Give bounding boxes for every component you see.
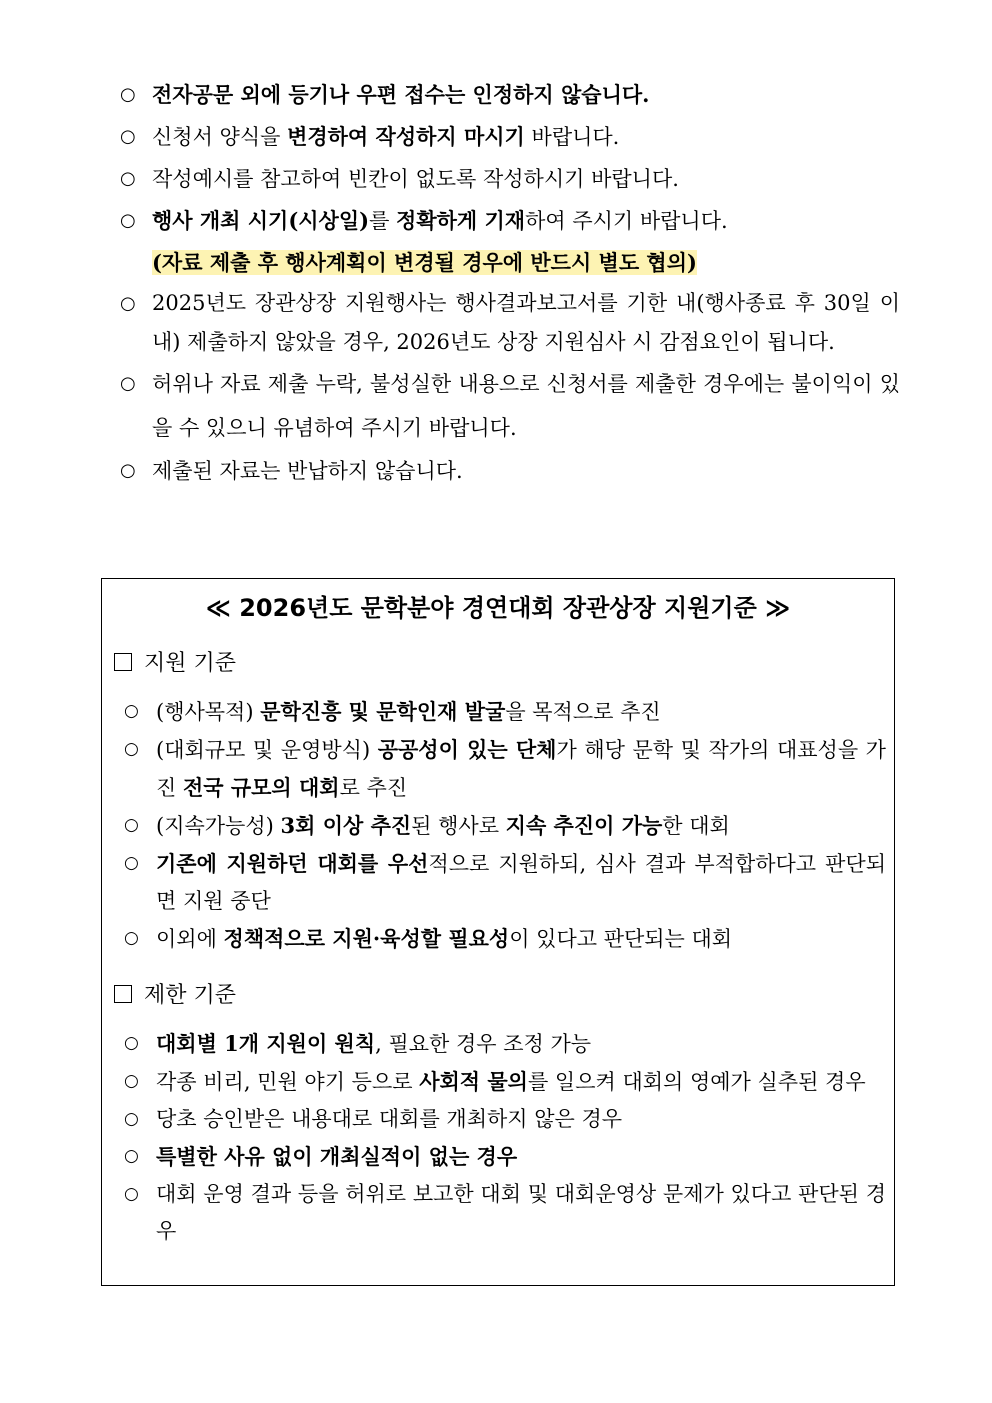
list-item <box>124 1063 886 1101</box>
text-segment: 된 행사로 <box>411 814 506 838</box>
text-segment: 바랍니다. <box>524 125 620 149</box>
circle-bullet-icon: ○ <box>120 168 136 189</box>
text-segment: 2025년도 장관상장 지원행사는 행사결과보고서를 기한 내(행사종료 후 30일 이내) 제출하지 않았을 경우, 2026년도 상장 지원심사 시 감점요인이 됩니다. <box>152 291 900 354</box>
bold-text-segment: 공공성이 있는 단체 <box>377 737 557 762</box>
notice-list <box>120 74 900 492</box>
bold-text-segment: 기존에 지원하던 대회를 우선 <box>156 851 429 876</box>
checkbox-square-icon <box>114 985 132 1003</box>
text-segment: 를 일으켜 대회의 영예가 실추된 경우 <box>527 1070 866 1094</box>
limit-criteria-list <box>124 1025 886 1250</box>
bold-text-segment: 3회 이상 추진 <box>280 813 412 838</box>
limit-criteria-heading: 제한 기준 <box>114 981 236 1011</box>
circle-bullet-icon: ○ <box>120 373 136 394</box>
bold-text-segment: 특별한 사유 없이 개최실적이 없는 경우 <box>156 1144 518 1169</box>
list-item <box>124 1025 886 1063</box>
text-segment: 하여 주시기 바랍니다. <box>525 209 728 233</box>
list-item <box>124 693 886 731</box>
text-segment: 적으로 지원하되, 심사 결과 부적합하다고 판단되면 지원 중단 <box>156 852 886 913</box>
text-segment: 이 있다고 판단되는 대회 <box>509 927 733 951</box>
text-segment: 당초 승인받은 내용대로 대회를 개최하지 않은 경우 <box>156 1107 623 1131</box>
text-segment: (지속가능성) <box>156 814 281 838</box>
circle-bullet-icon: ○ <box>124 1033 139 1053</box>
circle-bullet-icon: ○ <box>120 126 136 147</box>
text-segment: 로 추진 <box>339 776 408 800</box>
circle-bullet-icon: ○ <box>124 853 139 873</box>
text-segment: (행사목적) <box>156 700 261 724</box>
list-item <box>124 731 886 807</box>
bold-text-segment: 정책적으로 지원·육성할 필요성 <box>223 926 510 951</box>
criteria-box <box>101 578 895 1286</box>
list-item <box>124 920 886 958</box>
notice-item <box>120 284 900 362</box>
notice-item <box>120 200 900 242</box>
notice-item <box>120 74 900 116</box>
circle-bullet-icon: ○ <box>124 1146 139 1166</box>
text-segment: 이외에 <box>156 927 224 951</box>
checkbox-square-icon <box>114 653 132 671</box>
notice-item <box>120 116 900 158</box>
circle-bullet-icon: ○ <box>120 460 136 481</box>
bold-text-segment: 정확하게 기재 <box>396 208 526 233</box>
text-segment: 허위나 자료 제출 누락, 불성실한 내용으로 신청서를 제출한 경우에는 불이익이 있을 수 있으니 유념하여 주시기 바랍니다. <box>152 372 900 440</box>
circle-bullet-icon: ○ <box>124 928 139 948</box>
circle-bullet-icon: ○ <box>124 701 139 721</box>
text-segment: , 필요한 경우 조정 가능 <box>375 1032 592 1056</box>
bold-text-segment: 전자공문 외에 등기나 우편 접수는 인정하지 않습니다. <box>152 82 650 107</box>
circle-bullet-icon: ○ <box>124 1109 139 1129</box>
text-segment: (대회규모 및 운영방식) <box>156 738 378 762</box>
highlight-note: (자료 제출 후 행사계획이 변경될 경우에 반드시 별도 협의) <box>152 250 697 275</box>
list-item <box>124 1176 886 1250</box>
list-item <box>124 845 886 920</box>
list-item <box>124 1101 886 1138</box>
text-segment: 신청서 양식을 <box>152 125 288 149</box>
support-criteria-list <box>124 693 886 958</box>
bold-text-segment: 전국 규모의 대회 <box>182 775 340 800</box>
text-segment: 을 목적으로 추진 <box>505 700 661 724</box>
text-segment: 각종 비리, 민원 야기 등으로 <box>156 1070 420 1094</box>
bold-text-segment: 지속 추진이 가능 <box>505 813 663 838</box>
bold-text-segment: 대회별 1개 지원이 원칙 <box>156 1031 376 1056</box>
text-segment: 가 해당 문학 및 작가의 대표성을 가진 <box>156 738 886 800</box>
bold-text-segment: 행사 개최 시기(시상일) <box>152 208 370 233</box>
support-criteria-heading: 지원 기준 <box>114 649 236 679</box>
notice-item <box>120 158 900 200</box>
text-segment: 대회 운영 결과 등을 허위로 보고한 대회 및 대회운영상 문제가 있다고 판단된 경우 <box>156 1182 886 1243</box>
circle-bullet-icon: ○ <box>124 1184 139 1204</box>
circle-bullet-icon: ○ <box>120 293 136 314</box>
bold-text-segment: 사회적 물의 <box>419 1069 528 1094</box>
circle-bullet-icon: ○ <box>124 815 139 835</box>
bold-text-segment: 문학진흥 및 문학인재 발굴 <box>260 699 506 724</box>
notice-item <box>120 362 900 450</box>
circle-bullet-icon: ○ <box>124 1071 139 1091</box>
text-segment: 제출된 자료는 반납하지 않습니다. <box>152 459 463 483</box>
list-item <box>124 1138 886 1176</box>
text-segment: 한 대회 <box>662 814 730 838</box>
circle-bullet-icon: ○ <box>120 84 136 105</box>
list-item <box>124 807 886 845</box>
text-segment: 를 <box>369 209 397 233</box>
notice-item <box>120 450 900 492</box>
circle-bullet-icon: ○ <box>120 210 136 231</box>
criteria-title: ≪ 2026년도 문학분야 경연대회 장관상장 지원기준 ≫ <box>205 594 791 622</box>
bold-text-segment: 변경하여 작성하지 마시기 <box>287 124 525 149</box>
text-segment: 작성예시를 참고하여 빈칸이 없도록 작성하시기 바랍니다. <box>152 167 679 191</box>
circle-bullet-icon: ○ <box>124 739 139 759</box>
